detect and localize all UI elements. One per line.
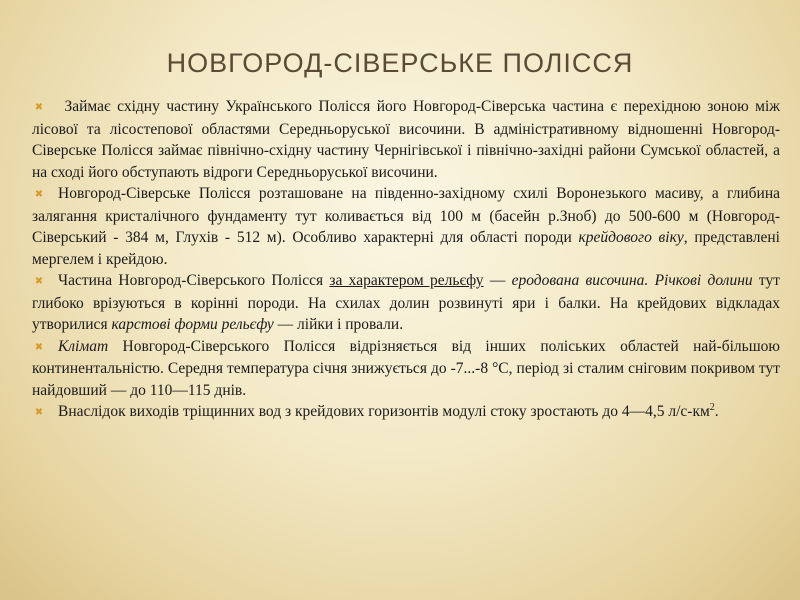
paragraph-5-superscript: 2: [709, 401, 715, 413]
paragraph-4-text: Новгород-Сіверського Полісся відрізняється від інших поліських областей най-більшою континентальністю. Середня температура січня знижується до -7...-8 °С, період зі сталим сніговим покривом тут найдовший — до 110—115 днів.: [32, 337, 780, 399]
x-bullet-icon: ✖: [34, 189, 44, 200]
paragraph-2-text-a: Новгород-Сіверське Полісся розташоване на південно-західному схилі Воронезького масиву, а глибина залягання кристалічного фундаменту тут коливається від 100 м (басейн р.Зноб) до 500-600 м (Новгород-Сіверський - 384 м, Глухів - 512 м). Особливо характерні для області породи: [32, 185, 780, 246]
paragraph-4-emphasis: Клімат: [58, 337, 109, 355]
paragraph-2: [32, 183, 780, 270]
paragraph-3-text-c: тут глибоко врізуються в корінні породи. На схилах долин розвинуті яри і балки. На крейдових відкладах утворилися: [32, 272, 781, 333]
x-bullet-icon: ✖: [34, 102, 44, 113]
paragraph-5-text-b: .: [714, 403, 719, 420]
x-bullet-icon: ✖: [34, 341, 44, 353]
slide-title: НОВГОРОД-СІВЕРСЬКЕ ПОЛІССЯ: [166, 48, 634, 78]
paragraph-1: [32, 96, 780, 183]
paragraph-3-emphasis-a: еродована височина. Річкові долини: [511, 272, 753, 289]
x-bullet-icon: ✖: [34, 407, 44, 418]
paragraph-3-underlined: за характером рельєфу: [329, 272, 484, 289]
paragraph-2-emphasis: крейдового віку: [578, 229, 684, 246]
paragraph-3: [32, 270, 780, 336]
paragraph-3-text-b: —: [483, 272, 512, 289]
x-bullet-icon: ✖: [34, 276, 44, 287]
paragraph-4: [32, 336, 780, 402]
paragraph-1-text: Займає східну частину Українського Полісся його Новгород-Сіверська частина є перехідною зоною між лісової та лісостепової областями Середньоруської височини. В адміністративному відношенні Новгород-Сіверське Полісся займає північно-східну частину Чернігівської і північно-західні райони Сумської областей, а на сході його обступають відроги Середньоруської височини.: [32, 98, 780, 181]
slide-body: [32, 96, 780, 424]
paragraph-3-emphasis-b: карстові форми рельєфу: [111, 316, 274, 333]
paragraph-5: [32, 401, 780, 424]
paragraph-2-text-b: , представлені мергелем і крейдою.: [32, 229, 780, 268]
paragraph-3-text-a: Частина Новгород-Сіверського Полісся: [58, 272, 330, 289]
paragraph-3-text-d: — лійки і провали.: [273, 316, 404, 333]
paragraph-5-text-a: Внаслідок виходів тріщинних вод з крейдових горизонтів модулі стоку зростають до 4—4,5 л/с-км: [58, 403, 710, 420]
